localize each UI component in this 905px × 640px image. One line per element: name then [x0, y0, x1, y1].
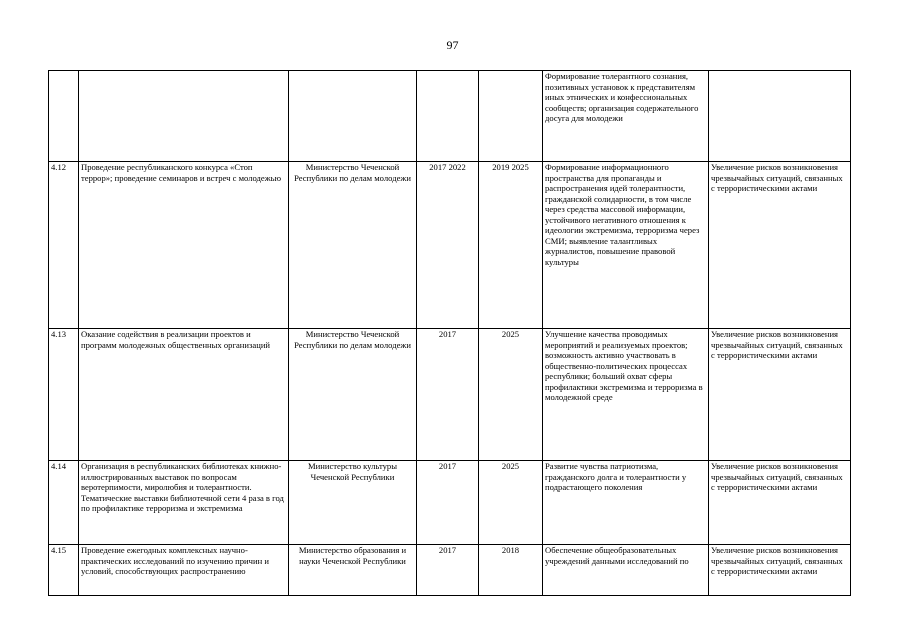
- event-cell-text: Проведение ежегодных комплексных научно-практических исследований по изучению причин и условий, способствующих распространению: [81, 545, 269, 576]
- end-year-cell-text: 2018: [501, 545, 520, 555]
- executor-cell: [289, 545, 417, 596]
- risk-cell-text: Увеличение рисков возникновения чрезвычайных ситуаций, связанных с террористическими актами: [711, 545, 843, 576]
- row-number-text: 4.12: [51, 162, 67, 172]
- start-year-cell: [417, 329, 479, 461]
- row-number-text: 4.13: [51, 329, 67, 339]
- end-year-cell: [479, 545, 543, 596]
- event-cell-text: Проведение республиканского конкурса «Стоп террор»; проведение семинаров и встреч с молодежью: [81, 162, 282, 183]
- result-cell-text: Формирование информационного пространства для пропаганды и распространения идей толерантности, гражданской солидарности, в том числе через средства массовой информации, устойчивого негативного отношения к идеологии экстремизма, терроризма через СМИ; выявление талантливых журналистов, повышение правовой культуры: [545, 162, 700, 267]
- event-cell: [79, 162, 289, 329]
- row-number: [49, 545, 79, 596]
- result-cell: [543, 162, 709, 329]
- start-year-cell: [417, 545, 479, 596]
- risk-cell: [709, 162, 851, 329]
- risk-cell-text: Увеличение рисков возникновения чрезвычайных ситуаций, связанных с террористическими актами: [711, 461, 843, 492]
- row-number: [49, 461, 79, 545]
- executor-cell: [289, 461, 417, 545]
- executor-cell-text: Министерство образования и науки Чеченской Республики: [298, 545, 407, 566]
- table-row: [49, 162, 851, 329]
- result-cell: [543, 461, 709, 545]
- row-number-text: 4.14: [51, 461, 67, 471]
- page-number: 97: [446, 38, 459, 52]
- event-cell: [79, 329, 289, 461]
- result-cell-text: Развитие чувства патриотизма, гражданского долга и толерантности у подрастающего поколения: [545, 461, 687, 492]
- start-year-cell-text: 2017: [438, 545, 457, 555]
- event-cell: [79, 461, 289, 545]
- result-cell: [543, 545, 709, 596]
- risk-cell: [709, 329, 851, 461]
- event-cell-text: Организация в республиканских библиотеках книжно-иллюстрированных выставок по вопросам веротерпимости, миролюбия и толерантности. Тематические выставки библиотечной сети 4 раза в год по профилактике терроризма и экстремизма: [81, 461, 284, 513]
- executor-cell: [289, 71, 417, 162]
- end-year-cell-text: 2025: [501, 329, 520, 339]
- executor-cell-text: Министерство Чеченской Республики по делам молодежи: [294, 162, 411, 183]
- risk-cell: [709, 545, 851, 596]
- risk-cell-text: Увеличение рисков возникновения чрезвычайных ситуаций, связанных с террористическими актами: [711, 162, 843, 193]
- executor-cell: [289, 329, 417, 461]
- table-row: [49, 545, 851, 596]
- measures-table: [48, 70, 851, 596]
- end-year-cell: [479, 329, 543, 461]
- table-row: [49, 461, 851, 545]
- end-year-cell: [479, 162, 543, 329]
- end-year-cell: [479, 461, 543, 545]
- table-row: [49, 71, 851, 162]
- row-number: [49, 162, 79, 329]
- executor-cell: [289, 162, 417, 329]
- executor-cell-text: Министерство культуры Чеченской Республики: [308, 461, 397, 482]
- executor-cell-text: Министерство Чеченской Республики по делам молодежи: [294, 329, 411, 350]
- risk-cell: [709, 461, 851, 545]
- risk-cell: [709, 71, 851, 162]
- start-year-cell: [417, 461, 479, 545]
- start-year-cell-text: 2017 2022: [429, 162, 466, 172]
- start-year-cell: [417, 71, 479, 162]
- end-year-cell: [479, 71, 543, 162]
- start-year-cell-text: 2017: [438, 461, 457, 471]
- start-year-cell-text: 2017: [438, 329, 457, 339]
- result-cell: [543, 71, 709, 162]
- table-row: [49, 329, 851, 461]
- row-number: [49, 71, 79, 162]
- end-year-cell-text: 2019 2025: [492, 162, 529, 172]
- risk-cell-text: Увеличение рисков возникновения чрезвычайных ситуаций, связанных с террористическими актами: [711, 329, 843, 360]
- event-cell: [79, 71, 289, 162]
- result-cell-text: Формирование толерантного сознания, позитивных установок к представителям иных этнических и конфессиональных сообществ; организация содержательного досуга для молодежи: [545, 71, 699, 123]
- result-cell: [543, 329, 709, 461]
- event-cell-text: Оказание содействия в реализации проектов и программ молодежных общественных организаций: [81, 329, 271, 350]
- row-number-text: 4.15: [51, 545, 67, 555]
- event-cell: [79, 545, 289, 596]
- result-cell-text: Обеспечение общеобразовательных учреждений данными исследований по: [545, 545, 689, 566]
- start-year-cell: [417, 162, 479, 329]
- result-cell-text: Улучшение качества проводимых мероприятий и реализуемых проектов; возможность активно участвовать в общественно-политических процессах республики; больший охват сферы профилактики экстремизма и терроризма в молодежной среде: [545, 329, 703, 402]
- row-number: [49, 329, 79, 461]
- end-year-cell-text: 2025: [501, 461, 520, 471]
